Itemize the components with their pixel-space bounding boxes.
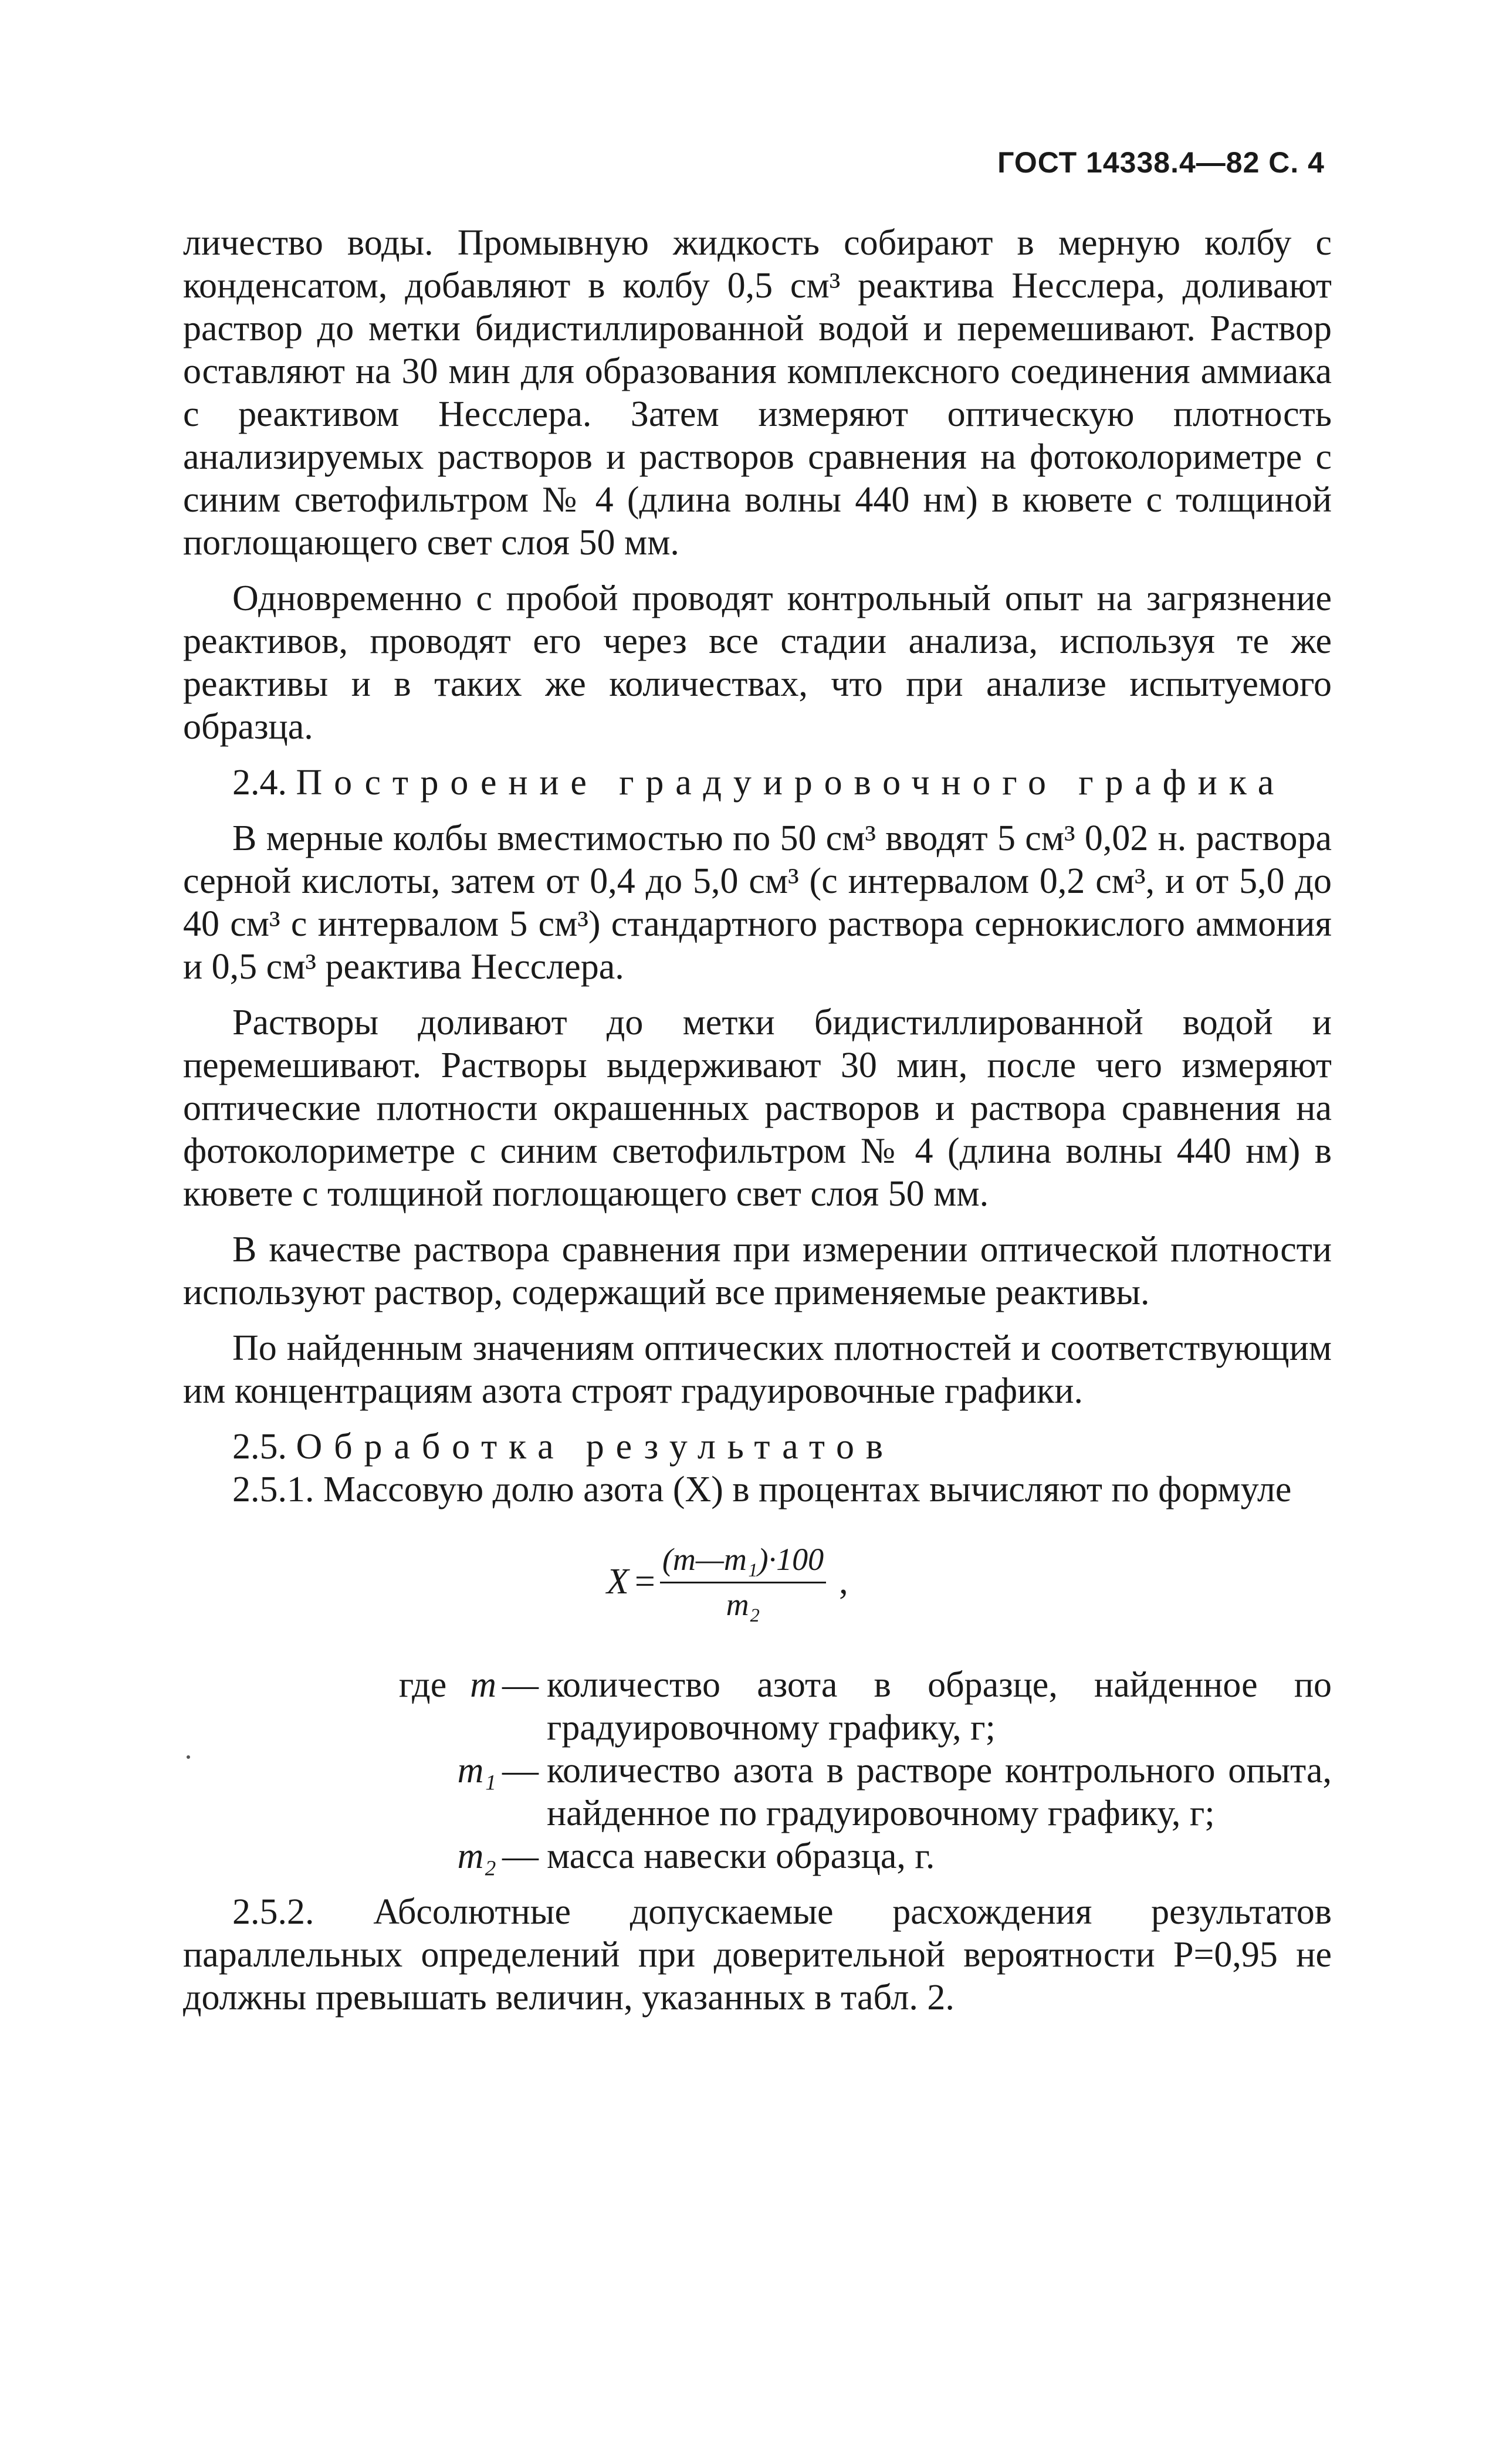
section-title: Обработка результатов — [296, 1427, 895, 1467]
definition-item — [183, 1664, 1332, 1749]
formula-denominator: m₂ — [726, 1587, 760, 1622]
definition-item — [183, 1835, 1332, 1878]
section-number: 2.4. — [232, 763, 287, 803]
definition-item — [183, 1749, 1332, 1835]
paragraph-dilution: Растворы доливают до метки бидистиллированной водой и перемешивают. Растворы выдерживают 30 мин, после чего измеряют оптические плотности окрашенных растворов и раствора сравнения на фотоколориметре с синим светофильтром № 4 (длина волны 440 нм) в кювете с толщиной поглощающего свет слоя 50 мм. — [183, 1003, 1332, 1214]
formula-numerator: (m—m₁)·100 — [660, 1541, 826, 1583]
definition-text: количество азота в образце, найденное по градуировочному графику, г; — [547, 1665, 1332, 1748]
section-heading-2-5 — [183, 1426, 1332, 1468]
paragraph-reference-solution: В качестве раствора сравнения при измерении оптической плотности используют раствор, содержащий все применяемые реактивы. — [183, 1230, 1332, 1312]
definition-lead: где — [398, 1665, 447, 1705]
paragraph-flasks: В мерные колбы вместимостью по 50 см³ вводят 5 см³ 0,02 н. раствора серной кислоты, затем от 0,4 до 5,0 см³ (с интервалом 0,2 см³, и от 5,0 до 40 см³ с интервалом 5 см³) стандартного раствора сернокислого аммония и 0,5 см³ реактива Несслера. — [183, 818, 1332, 987]
paragraph-formula-intro: 2.5.1. Массовую долю азота (X) в процентах вычисляют по формуле — [232, 1470, 1292, 1509]
formula-comma: , — [839, 1562, 848, 1602]
section-title: Построение градуировочного графика — [296, 763, 1286, 803]
formula-fraction — [660, 1541, 826, 1623]
section-number: 2.5. — [232, 1427, 287, 1467]
print-speck — [187, 1755, 190, 1759]
section-heading-2-4 — [183, 761, 1332, 804]
definition-dash: — — [502, 1751, 539, 1791]
formula-lhs: X — [607, 1562, 629, 1602]
formula-block — [183, 1541, 1332, 1640]
definition-text: количество азота в растворе контрольного опыта, найденное по градуировочному графику, г; — [547, 1751, 1332, 1833]
body-text — [183, 222, 1332, 2019]
definitions-list — [183, 1664, 1332, 1878]
definition-symbol: m₂ — [457, 1836, 496, 1876]
definition-symbol: m₁ — [457, 1751, 496, 1791]
formula-equals: = — [634, 1562, 655, 1602]
definition-dash: — — [502, 1836, 539, 1876]
definition-symbol: m — [470, 1665, 496, 1705]
running-head: ГОСТ 14338.4—82 С. 4 — [997, 146, 1325, 179]
paragraph-calibration-graphs: По найденным значениям оптических плотностей и соответствующим им концентрациям азота строят градуировочные графики. — [183, 1328, 1332, 1411]
definition-text: масса навески образца, г. — [547, 1836, 935, 1876]
mass-fraction-formula — [607, 1541, 848, 1623]
paragraph-control-test: Одновременно с пробой проводят контрольный опыт на загрязнение реактивов, проводят его через все стадии анализа, используя те же реактивы и в таких же количествах, что при анализе испытуемого образца. — [183, 578, 1332, 747]
definition-dash: — — [502, 1665, 539, 1705]
paragraph-tolerances: 2.5.2. Абсолютные допускаемые расхождения результатов параллельных определений при доверительной вероятности P=0,95 не должны превышать величин, указанных в табл. 2. — [183, 1892, 1332, 2018]
paragraph-continuation: личество воды. Промывную жидкость собирают в мерную колбу с конденсатом, добавляют в колбу 0,5 см³ реактива Несслера, доливают раствор до метки бидистиллированной водой и перемешивают. Раствор оставляют на 30 мин для образования комплексного соединения аммиака с реактивом Несслера. Затем измеряют оптическую плотность анализируемых растворов и растворов сравнения на фотоколориметре с синим светофильтром № 4 (длина волны 440 нм) в кювете с толщиной поглощающего свет слоя 50 мм. — [183, 223, 1332, 563]
